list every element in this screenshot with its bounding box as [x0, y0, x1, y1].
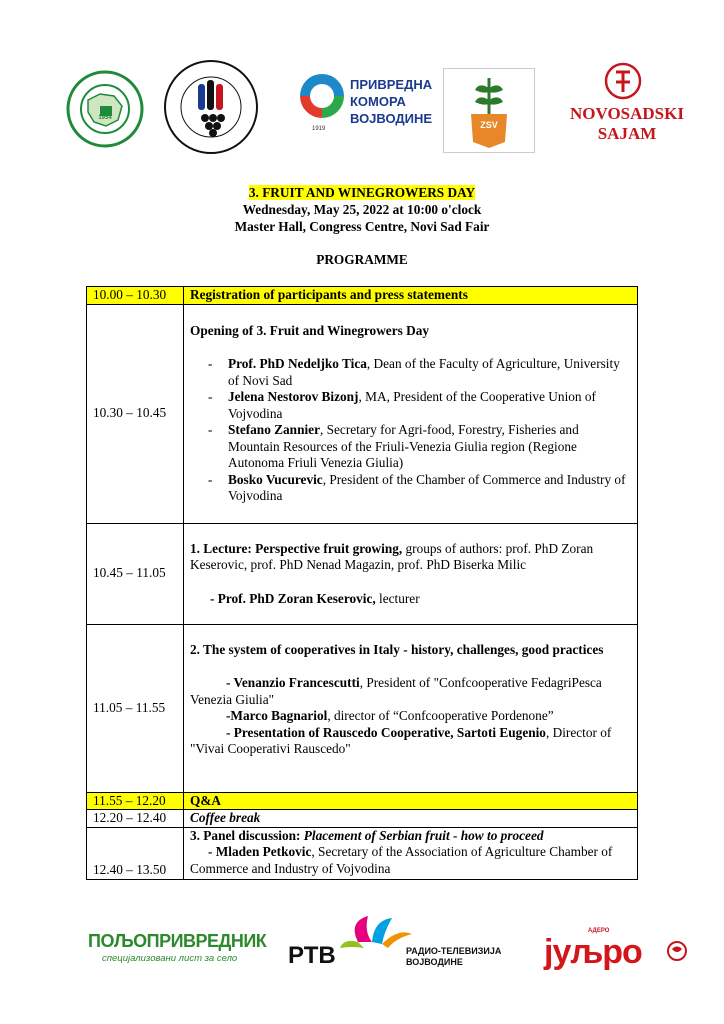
zsv-logo: [443, 68, 535, 153]
sajam-text: NOVOSADSKI SAJAM: [570, 104, 684, 143]
row-time: 12.40 – 13.50: [87, 827, 184, 879]
table-row: [87, 523, 638, 624]
opening-title: Opening of 3. Fruit and Winegrowers Day: [190, 322, 429, 338]
lecturer-line: - Prof. PhD Zoran Keserovic, lecturer: [210, 590, 420, 606]
event-title: 3. FRUIT AND WINEGROWERS DAY: [248, 185, 476, 200]
poljoprivrednik-logo: [88, 930, 268, 970]
poljoprivrednik-title: ПОЉОПРИВРЕДНИК: [88, 931, 267, 951]
faculty-year: 1954: [98, 115, 112, 121]
speaker-line: - Presentation of Rauscedo Cooperative, Sartoti Eugenio, Director of "Vivai Cooperativi Rauscedo": [190, 724, 612, 756]
row-text: Registration of participants and press statements: [184, 287, 638, 305]
jurro-text: јуљро: [544, 933, 642, 971]
cooperatives-title: 2. The system of cooperatives in Italy - history, challenges, good practices: [190, 641, 604, 657]
row-text: Coffee break: [184, 810, 638, 828]
list-item: - Bosko Vucurevic, President of the Chamber of Commerce and Industry of Vojvodina: [208, 472, 631, 505]
row-content: [184, 523, 638, 624]
row-content: [184, 827, 638, 879]
row-time: 12.20 – 12.40: [87, 810, 184, 828]
list-item: - Stefano Zannier, Secretary for Agri-food, Forestry, Fisheries and Mountain Resources of the Friuli-Venezia Giulia region (Regione Autonoma Friuli Venezia Giulia): [208, 422, 631, 472]
rtv-line1: РАДИО-ТЕЛЕВИЗИЈА: [406, 946, 502, 956]
table-row: [87, 304, 638, 523]
table-row: [87, 287, 638, 305]
panel-title: 3. Panel discussion: Placement of Serbian fruit - how to proceed: [190, 827, 544, 843]
jurro-small: АДЕРО: [588, 928, 610, 934]
chamber-year: 1919: [312, 126, 326, 132]
row-content: [184, 304, 638, 523]
row-content: [184, 624, 638, 792]
sajam-logo: [544, 62, 710, 143]
row-time: 10.00 – 10.30: [87, 287, 184, 305]
row-time: 11.05 – 11.55: [87, 624, 184, 792]
list-item: - Prof. PhD Nedeljko Tica, Dean of the Faculty of Agriculture, University of Novi Sad: [208, 356, 631, 389]
row-time: 11.55 – 12.20: [87, 792, 184, 810]
programme-heading: PROGRAMME: [316, 252, 408, 267]
wine-union-logo: [162, 58, 260, 156]
jurro-logo: [544, 928, 689, 974]
rtv-short: РТВ: [288, 942, 336, 969]
table-row: [87, 792, 638, 810]
rtv-line2: ВОЈВОДИНЕ: [406, 957, 463, 967]
speaker-list: [190, 356, 631, 505]
list-item: - Jelena Nestorov Bizonj, MA, President of the Cooperative Union of Vojvodina: [208, 389, 631, 422]
chamber-line2: КОМОРА: [350, 94, 406, 109]
chamber-logo: [298, 72, 438, 138]
row-time: 10.45 – 11.05: [87, 523, 184, 624]
event-venue: Master Hall, Congress Centre, Novi Sad Fair: [234, 219, 490, 234]
speaker-line: -Marco Bagnariol, director of “Confcooperative Pordenone”: [226, 708, 554, 723]
event-date: Wednesday, May 25, 2022 at 10:00 o'clock: [242, 202, 482, 217]
lecture-text: 1. Lecture: Perspective fruit growing, groups of authors: prof. PhD Zoran Keserovic, prof. PhD Nenad Magazin, prof. PhD Biserka Milic: [190, 540, 594, 572]
poljoprivrednik-subtitle: специјализовани лист за село: [102, 953, 238, 964]
faculty-logo: [66, 70, 144, 148]
chamber-line1: ПРИВРЕДНА: [350, 77, 433, 92]
rtv-logo: [288, 912, 518, 974]
speaker-line: - Venanzio Francescutti, President of "Confcooperative FedagriPesca Venezia Giulia": [190, 675, 602, 707]
programme-table: [86, 286, 638, 880]
chamber-line3: ВОЈВОДИНЕ: [350, 111, 433, 126]
table-row: [87, 624, 638, 792]
zsv-text: ZSV: [480, 120, 498, 130]
row-text: Q&A: [184, 792, 638, 810]
row-time: 10.30 – 10.45: [87, 304, 184, 523]
table-row: [87, 810, 638, 828]
table-row: [87, 827, 638, 879]
panel-speaker: - Mladen Petkovic, Secretary of the Association of Agriculture Chamber of Commerce and Industry of Vojvodina: [190, 844, 613, 876]
